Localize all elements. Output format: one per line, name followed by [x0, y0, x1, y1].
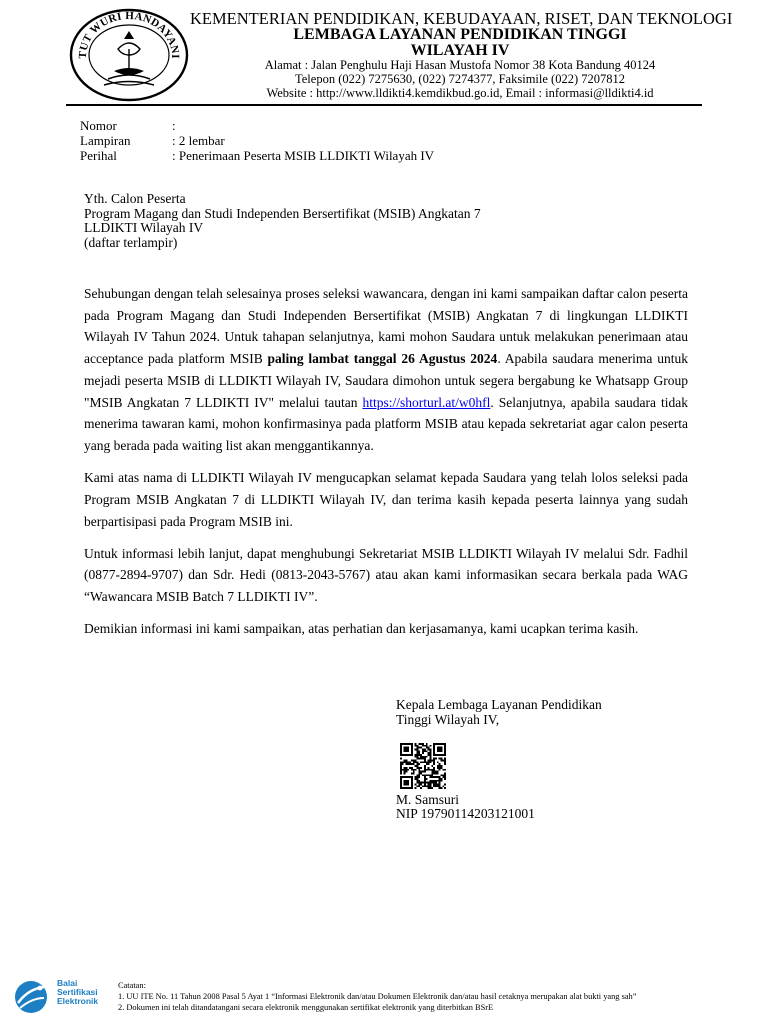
addressee-line: (daftar terlampir): [84, 235, 178, 250]
addressee-line: Yth. Calon Peserta: [84, 191, 186, 206]
paragraph-contact: Untuk informasi lebih lanjut, dapat menghubungi Sekretariat MSIB LLDIKTI Wilayah IV melalui Sdr. Fadhil (0877-2894-9707) dan Sdr. Hedi (0813-2043-5767) atau akan kami informasikan secara berkala pada WAG “Wawancara MSIB Batch 7 LLDIKTI IV”.: [84, 545, 688, 605]
signatory-title-cont: Tinggi Wilayah IV,: [396, 712, 500, 727]
bsre-label: Balai: [57, 978, 78, 988]
agency-phone: Telepon (022) 7275630, (022) 7274377, Faksimile (022) 7207812: [295, 72, 625, 86]
region-name: WILAYAH IV: [410, 42, 510, 59]
bsre-label: Sertifikasi: [57, 987, 98, 997]
paragraph-closing: Demikian informasi ini kami sampaikan, atas perhatian dan kerjasamanya, kami ucapkan terima kasih.: [84, 621, 639, 637]
letter-body: [84, 283, 688, 651]
paragraph-acceptance: Sehubungan dengan telah selesainya proses seleksi wawancara, dengan ini kami sampaikan daftar calon peserta pada Program Magang dan Studi Independen Bersertifikat (MSIB) Angkatan 7 di lingkungan LLDIKTI Wilayah IV Tahun 2024. Untuk tahapan selanjutnya, kami mohon Saudara untuk melakukan penerimaan atau acceptance pada platform MSIB paling lambat tanggal 26 Agustus 2024. Apabila saudara menerima untuk mejadi peserta MSIB di LLDIKTI Wilayah IV, Saudara dimohon untuk segera bergabung ke Whatsapp Group "MSIB Angkatan 7 LLDIKTI IV" melalui tautan https://shorturl.at/w0hfl. Selanjutnya, apabila saudara tidak menerima tawaran kami, mohon konfirmasinya pada platform MSIB atau kepada sekretariat agar calon peserta yang berada pada waiting list akan menggantikannya.: [84, 286, 688, 453]
notes-title: Catatan:: [118, 981, 146, 990]
addressee-line: Program Magang dan Studi Independen Bersertifikat (MSIB) Angkatan 7: [84, 206, 481, 221]
meta-lampiran: Lampiran : 2 lembar: [80, 133, 225, 148]
signatory-title: Kepala Lembaga Layanan Pendidikan: [396, 697, 602, 712]
signature-qr-code: [400, 743, 446, 789]
agency-address: Alamat : Jalan Penghulu Haji Hasan Mustofa Nomor 38 Kota Bandung 40124: [264, 58, 656, 72]
footer-note: 1. UU ITE No. 11 Tahun 2008 Pasal 5 Ayat 1 “Informasi Elektronik dan/atau Dokumen Elektronik dan/atau hasil cetaknya merupakan alat bukti yang sah”: [118, 992, 637, 1001]
addressee-line: LLDIKTI Wilayah IV: [84, 220, 204, 235]
meta-nomor: Nomor :: [80, 118, 176, 133]
agency-name: LEMBAGA LAYANAN PENDIDIKAN TINGGI: [293, 26, 627, 43]
ministry-name: KEMENTERIAN PENDIDIKAN, KEBUDAYAAN, RISET, DAN TEKNOLOGI: [190, 9, 733, 28]
agency-web-email: [190, 86, 730, 101]
email-link[interactable]: informasi@lldikti4.id: [545, 86, 654, 100]
footer-note: 2. Dokumen ini telah ditandatangani secara elektronik menggunakan sertifikat elektronik yang diterbitkan BSrE: [118, 1003, 494, 1012]
paragraph-congratulations: Kami atas nama di LLDIKTI Wilayah IV mengucapkan selamat kepada Saudara yang telah lolos seleksi pada Program MSIB Angkatan 7 di LLDIKTI Wilayah IV, dan terima kasih kepada peserta lainnya yang sudah berpartisipasi pada Program MSIB ini.: [84, 470, 688, 529]
website-text: Website : http://www.lldikti4.kemdikbud.go.id, Email :: [266, 86, 546, 100]
tut-wuri-handayani-logo: [66, 5, 192, 103]
signatory-name: M. Samsuri: [396, 792, 460, 807]
signatory-nip: NIP 19790114203121001: [396, 806, 535, 821]
letterhead-divider: [66, 104, 702, 106]
meta-perihal: Perihal : Penerimaan Peserta MSIB LLDIKTI Wilayah IV: [80, 148, 435, 163]
whatsapp-group-link[interactable]: https://shorturl.at/w0hfl: [362, 394, 491, 410]
deadline-text: paling lambat tanggal 26 Agustus 2024: [267, 351, 498, 367]
bsre-label: Elektronik: [57, 996, 99, 1006]
svg-text:TUT WURI HANDAYANI: TUT WURI HANDAYANI: [76, 9, 182, 60]
